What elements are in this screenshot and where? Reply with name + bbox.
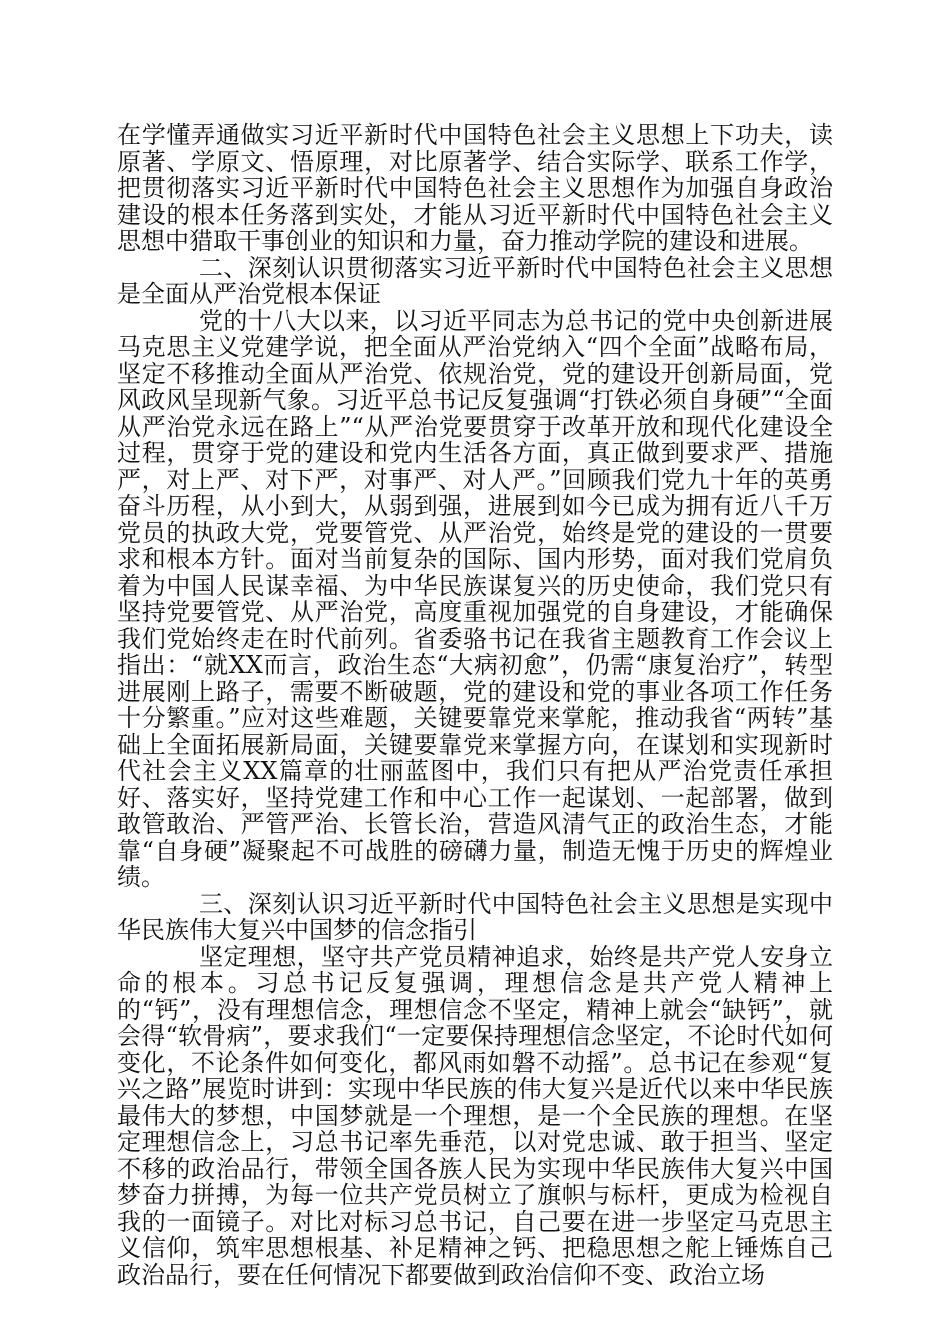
- section-heading-3: 三、深刻认识习近平新时代中国特色社会主义思想是实现中华民族伟大复兴中国梦的信念指引: [117, 889, 833, 944]
- document-page: [117, 122, 833, 1288]
- section-body-3: 坚定理想，坚守共产党员精神追求，始终是共产党人安身立命的根本。习总书记反复强调，理想信念是共产党人精神上的“钙”，没有理想信念，理想信念不坚定，精神上就会“缺钙”，就会得“软骨病”，要求我们“一定要保持理想信念坚定，不论时代如何变化，不论条件如何变化，都风雨如磐不动摇”。总书记在参观“复兴之路”展览时讲到：实现中华民族的伟大复兴是近代以来中华民族最伟大的梦想，中国梦就是一个理想，是一个全民族的理想。在坚定理想信念上，习总书记率先垂范，以对党忠诚、敢于担当、坚定不移的政治品行，带领全国各族人民为实现中华民族伟大复兴中国梦奋力拼搏，为每一位共产党员树立了旗帜与标杆，更成为检视自我的一面镜子。对比对标习总书记，自己要在进一步坚定马克思主义信仰，筑牢思想根基、补足精神之钙、把稳思想之舵上锤炼自己政治品行，要在任何情况下都要做到政治信仰不变、政治立场: [117, 942, 833, 1289]
- section-heading-2: 二、深刻认识贯彻落实习近平新时代中国特色社会主义思想是全面从严治党根本保证: [117, 253, 833, 308]
- section-body-2: 党的十八大以来，以习近平同志为总书记的党中央创新进展马克思主义党建学说，把全面从严治党纳入“四个全面”战略布局，坚定不移推动全面从严治党、依规治党，党的建设开创新局面，党风政风呈现新气象。习近平总书记反复强调“打铁必须自身硬”“全面从严治党永远在路上”“从严治党要贯穿于改革开放和现代化建设全过程，贯穿于党的建设和党内生活各方面，真正做到要求严、措施严，对上严、对下严，对事严、对人严。”回顾我们党九十年的英勇奋斗历程，从小到大，从弱到强，进展到如今已成为拥有近八千万党员的执政大党，党要管党、从严治党，始终是党的建设的一贯要求和根本方针。面对当前复杂的国际、国内形势，面对我们党肩负着为中国人民谋幸福、为中华民族谋复兴的历史使命，我们党只有坚持党要管党、从严治党，高度重视加强党的自身建设，才能确保我们党始终走在时代前列。省委骆书记在我省主题教育工作会议上指出：“就XX而言，政治生态“大病初愈”，仍需“康复治疗”，转型进展刚上路子，需要不断破题，党的建设和党的事业各项工作任务十分繁重。”应对这些难题，关键要靠党来掌舵，推动我省“两转”基础上全面拓展新局面，关键要靠党来掌握方向，在谋划和实现新时代社会主义XX篇章的壮丽蓝图中，我们只有把从严治党责任承担好、落实好，坚持党建工作和中心工作一起谋划、一起部署，做到敢管敢治、严管严治、长管长治，营造风清气正的政治生态，才能靠“自身硬”凝聚起不可战胜的磅礴力量，制造无愧于历史的辉煌业绩。: [117, 306, 833, 891]
- paragraph-continuation: 在学懂弄通做实习近平新时代中国特色社会主义思想上下功夫，读原著、学原文、悟原理，对比原著学、结合实际学、联系工作学，把贯彻落实习近平新时代中国特色社会主义思想作为加强自身政治建设的根本任务落到实处，才能从习近平新时代中国特色社会主义思想中猎取干事创业的知识和力量，奋力推动学院的建设和进展。: [117, 121, 833, 255]
